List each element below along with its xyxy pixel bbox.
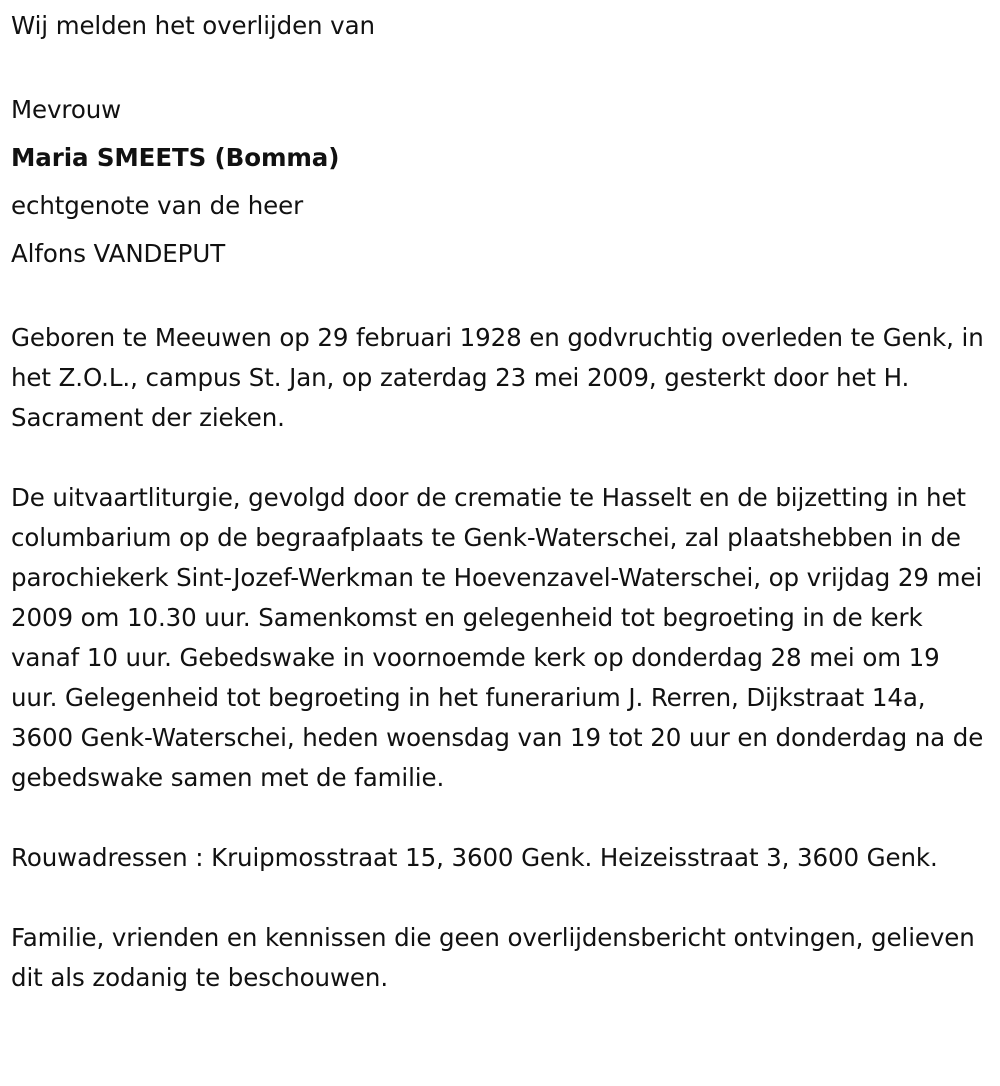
deceased-name: Maria SMEETS (Bomma) — [11, 143, 340, 172]
salutation: Mevrouw — [11, 95, 122, 124]
spouse-name: Alfons VANDEPUT — [11, 239, 226, 268]
relation-line: echtgenote van de heer — [11, 191, 304, 220]
spacer — [11, 278, 986, 318]
spacer — [11, 878, 986, 918]
spacer — [11, 438, 986, 478]
addresses-paragraph: Rouwadressen : Kruipmosstraat 15, 3600 Genk. Heizeisstraat 3, 3600 Genk. — [11, 843, 938, 872]
death-notice — [11, 6, 986, 998]
closing-paragraph: Familie, vrienden en kennissen die geen overlijdensbericht ontvingen, gelieven dit als zodanig te beschouwen. — [11, 923, 975, 992]
intro-line: Wij melden het overlijden van — [11, 11, 375, 40]
funeral-paragraph: De uitvaartliturgie, gevolgd door de crematie te Hasselt en de bijzetting in het columbarium op de begraafplaats te Genk-Waterschei, zal plaatshebben in de parochiekerk Sint-Jozef-Werkman te Hoevenzavel-Waterschei, op vrijdag 29 mei 2009 om 10.30 uur. Samenkomst en gelegenheid tot begroeting in de kerk vanaf 10 uur. Gebedswake in voornoemde kerk op donderdag 28 mei om 19 uur. Gelegenheid tot begroeting in het funerarium J. Rerren, Dijkstraat 14a, 3600 Genk-Waterschei, heden woensdag van 19 tot 20 uur en donderdag na de gebedswake samen met de familie. — [11, 483, 984, 792]
birth-death-paragraph: Geboren te Meeuwen op 29 februari 1928 en godvruchtig overleden te Genk, in het Z.O.L., campus St. Jan, op zaterdag 23 mei 2009, gesterkt door het H. Sacrament der zieken. — [11, 323, 984, 432]
spacer — [11, 798, 986, 838]
name-block — [11, 86, 986, 278]
spacer — [11, 46, 986, 86]
